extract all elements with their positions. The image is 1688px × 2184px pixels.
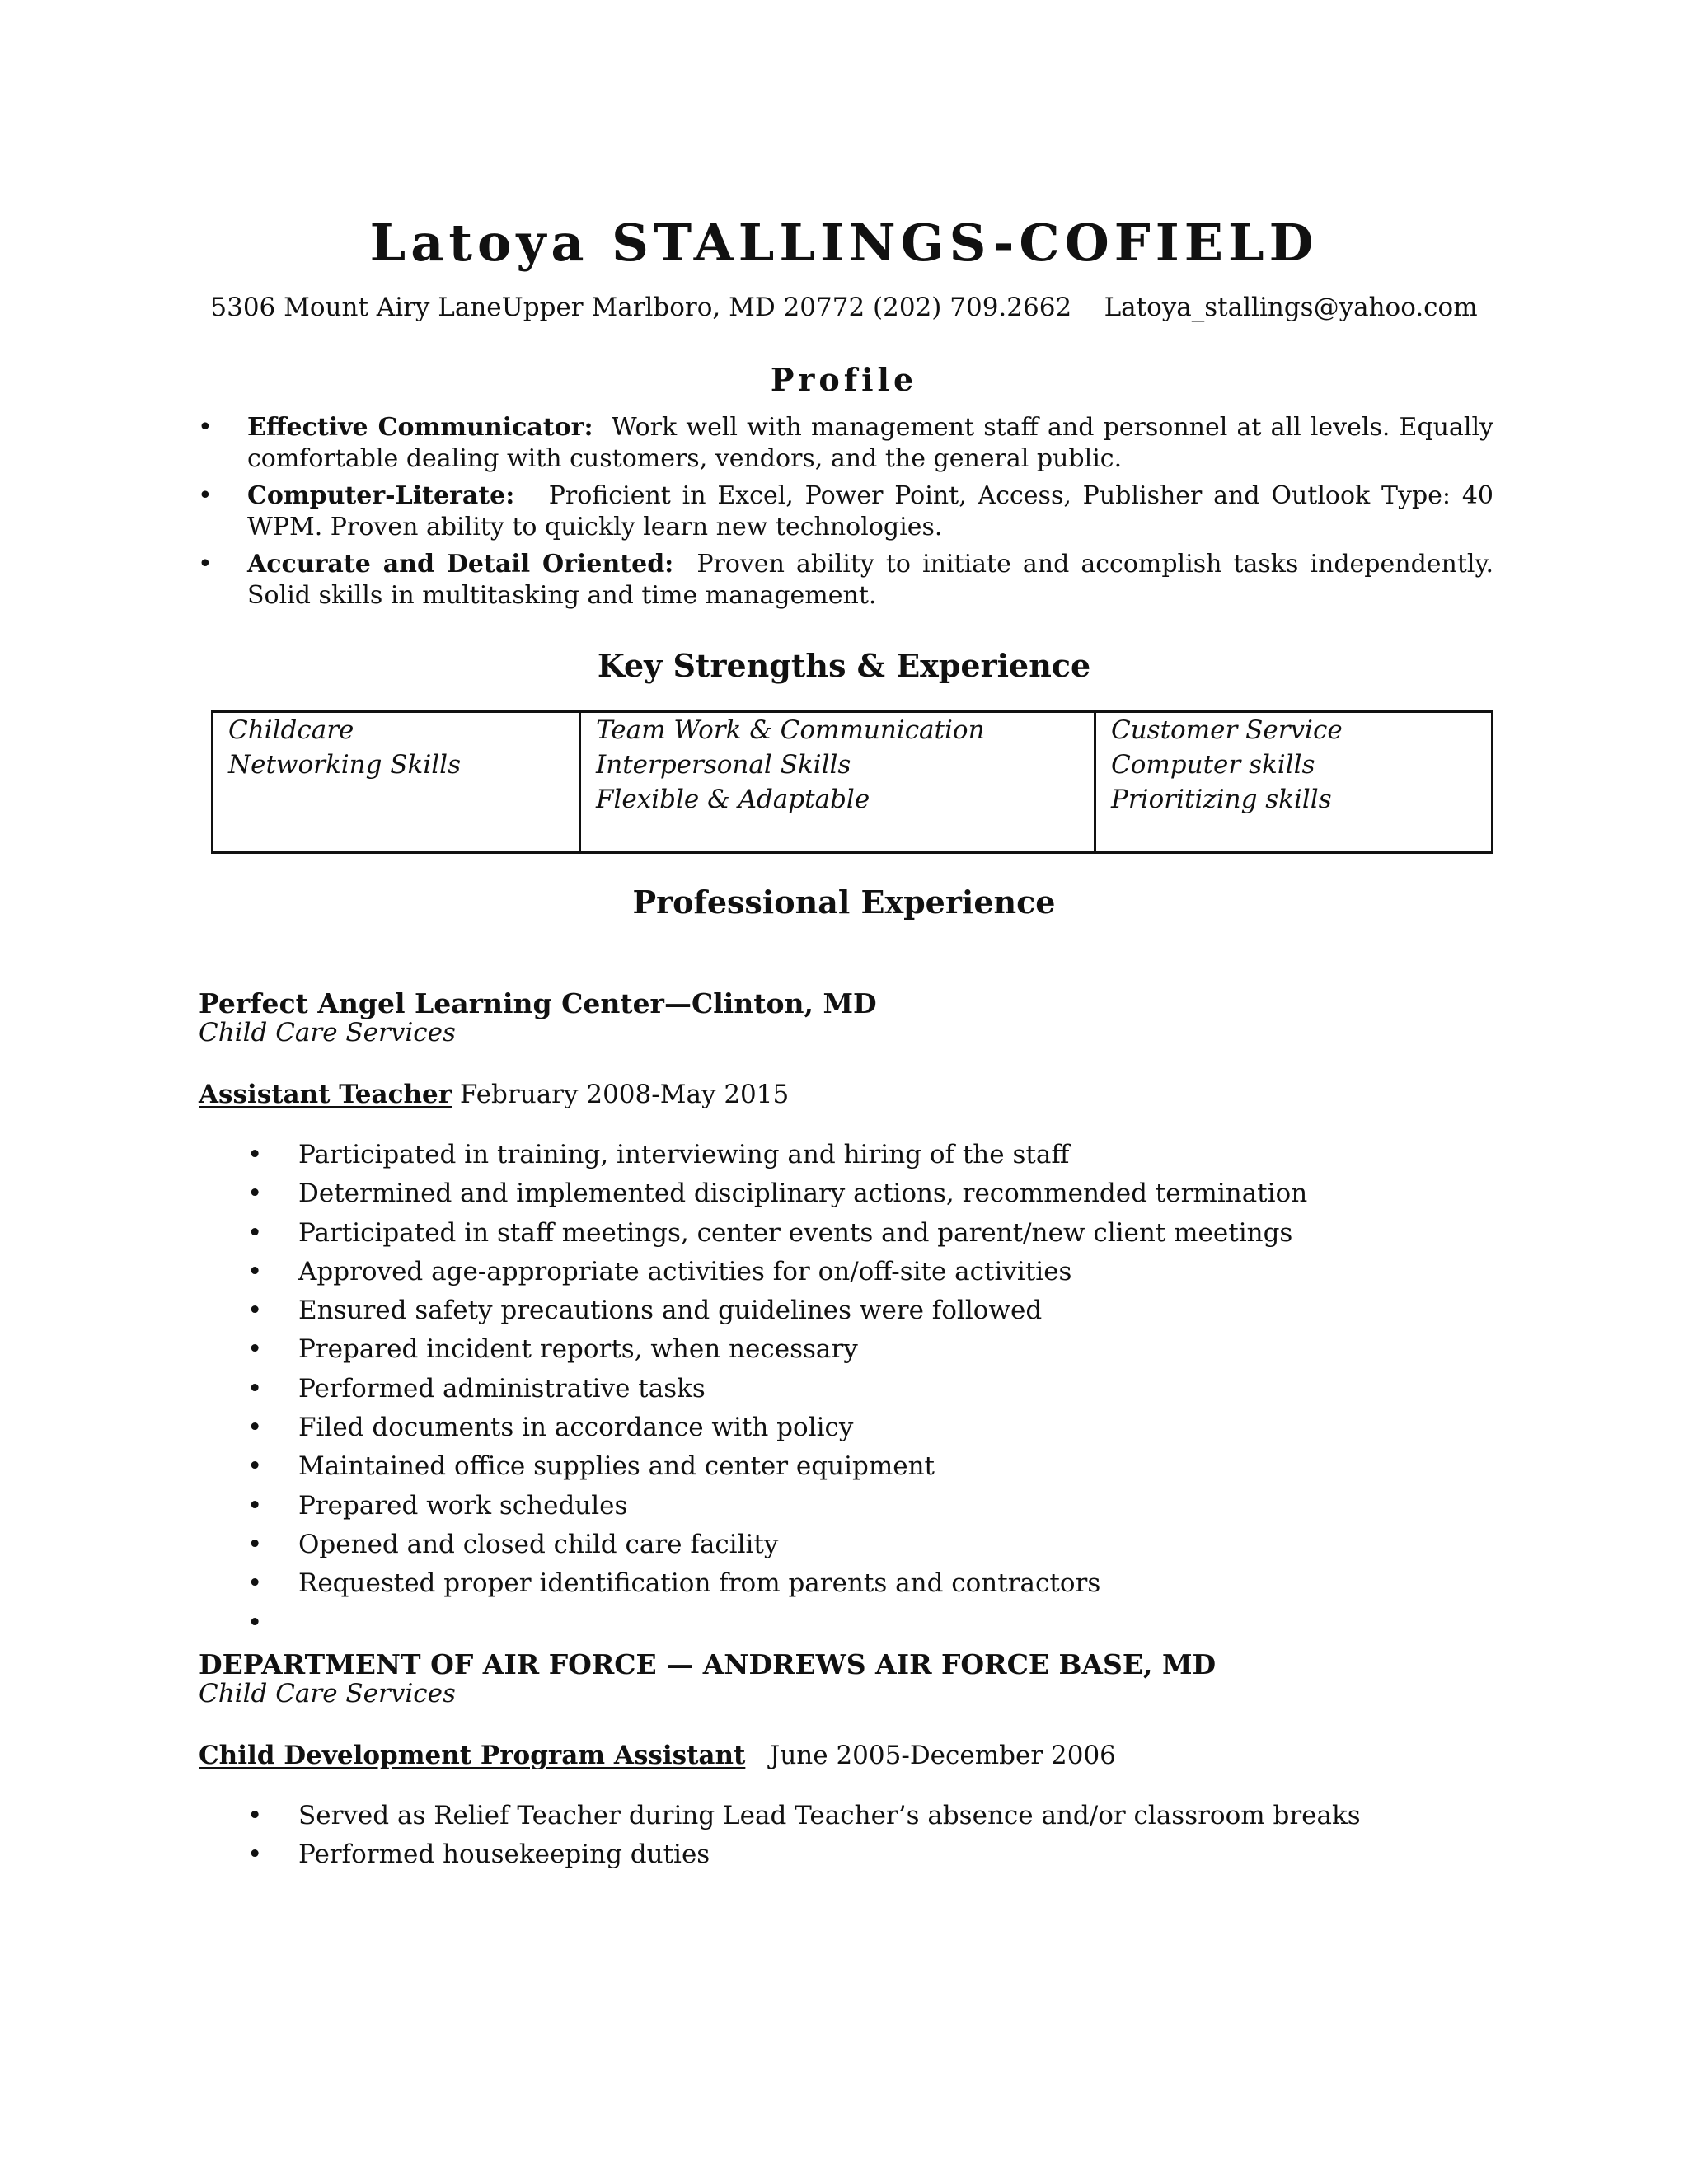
profile-item-text: Proficient in Excel, Power Point, Access, Publisher and Outlook Type: 40 WPM. Proven ability to quickly learn new technologies. xyxy=(247,481,1494,541)
duty-text: Ensured safety precautions and guidelines were followed xyxy=(298,1296,1043,1326)
bullet-icon: • xyxy=(247,1568,263,1599)
job-title: Child Development Program Assistant xyxy=(199,1741,746,1770)
bullet-icon: • xyxy=(247,1179,263,1209)
applicant-name: Latoya STALLINGS-COFIELD xyxy=(369,213,1319,273)
job-dates: June 2005-December 2006 xyxy=(745,1741,1116,1770)
duty-text: Maintained office supplies and center equipment xyxy=(298,1451,935,1482)
employer-name: Perfect Angel Learning Center—Clinton, MD xyxy=(199,987,877,1019)
bullet-icon: • xyxy=(247,1334,263,1365)
role-line xyxy=(199,1741,1116,1770)
duty-text: Served as Relief Teacher during Lead Teacher’s absence and/or classroom breaks xyxy=(298,1801,1361,1830)
duty-text: Opened and closed child care facility xyxy=(298,1529,779,1559)
bullet-icon: • xyxy=(247,1451,263,1482)
duty-text: Prepared incident reports, when necessary xyxy=(298,1334,858,1365)
bullet-icon: • xyxy=(198,550,213,579)
bullet-icon: • xyxy=(247,1529,263,1559)
profile-item xyxy=(198,412,1493,475)
profile-list xyxy=(198,412,1493,617)
duty-item xyxy=(247,1408,1307,1447)
profile-item xyxy=(198,549,1493,612)
duty-text: Performed housekeeping duties xyxy=(298,1840,710,1870)
profile-item-label: Effective Communicator: xyxy=(247,413,593,442)
duty-text: Participated in staff meetings, center events and parent/new client meetings xyxy=(298,1217,1293,1248)
duty-item xyxy=(247,1564,1307,1603)
strength-item: Prioritizing skills xyxy=(1111,785,1332,814)
strength-item: Computer skills xyxy=(1111,750,1315,780)
bullet-icon: • xyxy=(247,1840,263,1870)
duty-item xyxy=(247,1526,1307,1564)
profile-heading: Profile xyxy=(770,361,918,398)
duty-text: Filed documents in accordance with policy xyxy=(298,1413,854,1443)
strength-item: Childcare xyxy=(228,715,354,745)
employer-division: Child Care Services xyxy=(199,1018,456,1047)
bullet-icon: • xyxy=(247,1490,263,1521)
profile-item-label: Accurate and Detail Oriented: xyxy=(247,550,674,579)
bullet-icon: • xyxy=(247,1373,263,1404)
duty-item xyxy=(247,1447,1307,1486)
bullet-icon: • xyxy=(198,481,213,510)
job-title: Assistant Teacher xyxy=(199,1080,452,1109)
strength-item: Flexible & Adaptable xyxy=(596,785,870,814)
duties-list xyxy=(247,1797,1361,1875)
duty-text: Determined and implemented disciplinary actions, recommended termination xyxy=(298,1179,1308,1209)
bullet-icon: • xyxy=(198,413,213,442)
duty-item xyxy=(247,1370,1307,1408)
strength-item: Team Work & Communication xyxy=(596,715,985,745)
employer-division: Child Care Services xyxy=(199,1679,456,1708)
bullet-icon: • xyxy=(247,1256,263,1286)
experience-heading: Professional Experience xyxy=(632,883,1056,921)
duty-item xyxy=(247,1330,1307,1369)
bullet-icon: • xyxy=(247,1413,263,1443)
duty-item xyxy=(247,1604,1307,1643)
duty-text: Approved age-appropriate activities for on/off-site activities xyxy=(298,1256,1072,1286)
duty-item xyxy=(247,1136,1307,1174)
strengths-table xyxy=(211,710,1493,854)
strength-item: Customer Service xyxy=(1111,715,1343,745)
duty-item xyxy=(247,1797,1361,1835)
strength-item: Networking Skills xyxy=(228,750,461,780)
duty-text: Performed administrative tasks xyxy=(298,1373,706,1404)
duty-item xyxy=(247,1291,1307,1330)
role-line xyxy=(199,1080,789,1109)
strength-item: Interpersonal Skills xyxy=(596,750,851,780)
strengths-column xyxy=(213,713,579,851)
bullet-icon: • xyxy=(247,1217,263,1248)
profile-item-text: Proven ability to initiate and accomplish tasks independently. Solid skills in multitasking and time management. xyxy=(247,550,1493,610)
bullet-icon: • xyxy=(247,1296,263,1326)
duty-item xyxy=(247,1487,1307,1526)
employer-name: DEPARTMENT OF AIR FORCE — ANDREWS AIR FORCE BASE, MD xyxy=(199,1648,1217,1680)
profile-item-text: Work well with management staff and personnel at all levels. Equally comfortable dealing with customers, vendors, and the general public. xyxy=(247,413,1494,473)
profile-item xyxy=(198,480,1493,543)
duties-list xyxy=(247,1136,1307,1643)
duty-text: Prepared work schedules xyxy=(298,1490,628,1521)
bullet-icon: • xyxy=(247,1801,263,1830)
bullet-icon: • xyxy=(247,1607,263,1638)
strengths-column xyxy=(1094,713,1491,851)
strengths-column xyxy=(579,713,1094,851)
duty-item xyxy=(247,1253,1307,1291)
duty-text: Requested proper identification from parents and contractors xyxy=(298,1568,1101,1599)
profile-item-label: Computer-Literate: xyxy=(247,481,515,510)
job-dates: February 2008-May 2015 xyxy=(452,1080,790,1109)
strengths-heading: Key Strengths & Experience xyxy=(597,647,1091,684)
duty-item xyxy=(247,1835,1361,1874)
duty-item xyxy=(247,1174,1307,1213)
contact-line: 5306 Mount Airy LaneUpper Marlboro, MD 20772 (202) 709.2662 Latoya_stallings@yahoo.com xyxy=(210,293,1478,322)
bullet-icon: • xyxy=(247,1140,263,1169)
duty-item xyxy=(247,1214,1307,1253)
duty-text: Participated in training, interviewing and hiring of the staff xyxy=(298,1140,1070,1169)
